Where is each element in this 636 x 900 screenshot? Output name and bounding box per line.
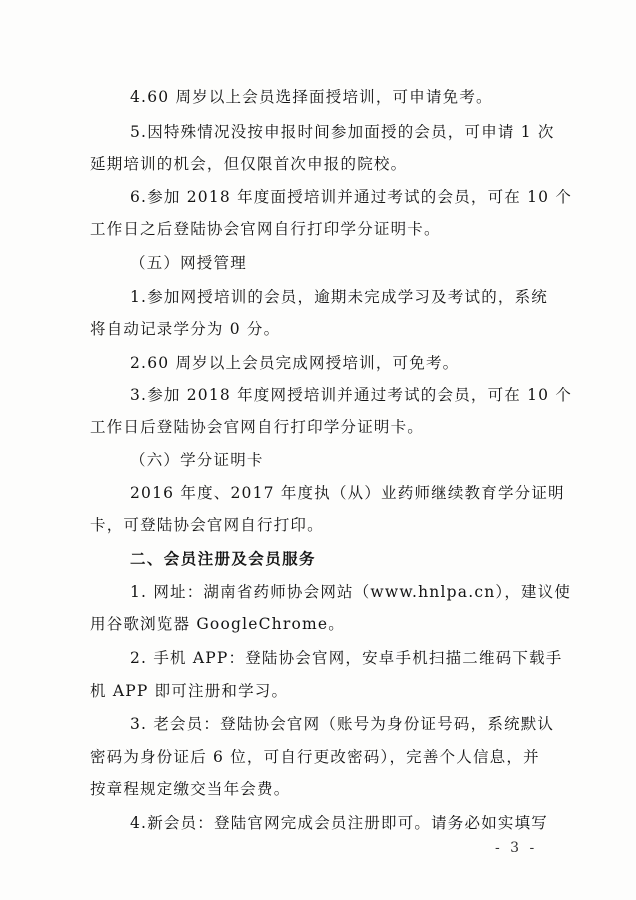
paragraph-line: 2.60 周岁以上会员完成网授培训，可免考。 [130, 354, 460, 372]
paragraph-line: 密码为身份证后 6 位，可自行更改密码），完善个人信息，并 [90, 748, 540, 766]
paragraph-line: 机 APP 即可注册和学习。 [90, 682, 289, 700]
paragraph-line: 3.参加 2018 年度网授培训并通过考试的会员，可在 10 个 [130, 386, 573, 404]
page-number: - 3 - [495, 840, 538, 856]
paragraph-line: 3. 老会员：登陆协会官网（账号为身份证号码，系统默认 [130, 715, 555, 733]
paragraph-line: 将自动记录学分为 0 分。 [90, 320, 281, 338]
paragraph-line: 4.60 周岁以上会员选择面授培训，可申请免考。 [130, 88, 493, 106]
paragraph-line: 工作日之后登陆协会官网自行打印学分证明卡。 [90, 220, 441, 238]
paragraph-line: 1.参加网授培训的会员，逾期未完成学习及考试的，系统 [130, 288, 548, 306]
paragraph-line: 5.因特殊情况没按申报时间参加面授的会员，可申请 1 次 [130, 123, 555, 141]
paragraph-line: 6.参加 2018 年度面授培训并通过考试的会员，可在 10 个 [130, 188, 573, 206]
section-heading: （六）学分证明卡 [130, 451, 264, 469]
chapter-heading: 二、会员注册及会员服务 [130, 550, 316, 568]
paragraph-line: 按章程规定缴交当年会费。 [90, 780, 291, 798]
paragraph-line: 1. 网址：湖南省药师协会网站（www.hnlpa.cn），建议使 [130, 583, 572, 601]
paragraph-line: 延期培训的机会，但仅限首次申报的院校。 [90, 155, 408, 173]
section-heading: （五）网授管理 [130, 254, 247, 272]
paragraph-line: 2. 手机 APP：登陆协会官网，安卓手机扫描二维码下载手 [130, 649, 563, 667]
paragraph-line: 2016 年度、2017 年度执（从）业药师继续教育学分证明 [130, 484, 565, 502]
paragraph-line: 用谷歌浏览器 GoogleChrome。 [90, 615, 345, 633]
paragraph-line: 工作日后登陆协会官网自行打印学分证明卡。 [90, 418, 425, 436]
paragraph-line: 卡，可登陆协会官网自行打印。 [90, 516, 324, 534]
paragraph-line: 4.新会员：登陆官网完成会员注册即可。请务必如实填写 [130, 814, 548, 832]
